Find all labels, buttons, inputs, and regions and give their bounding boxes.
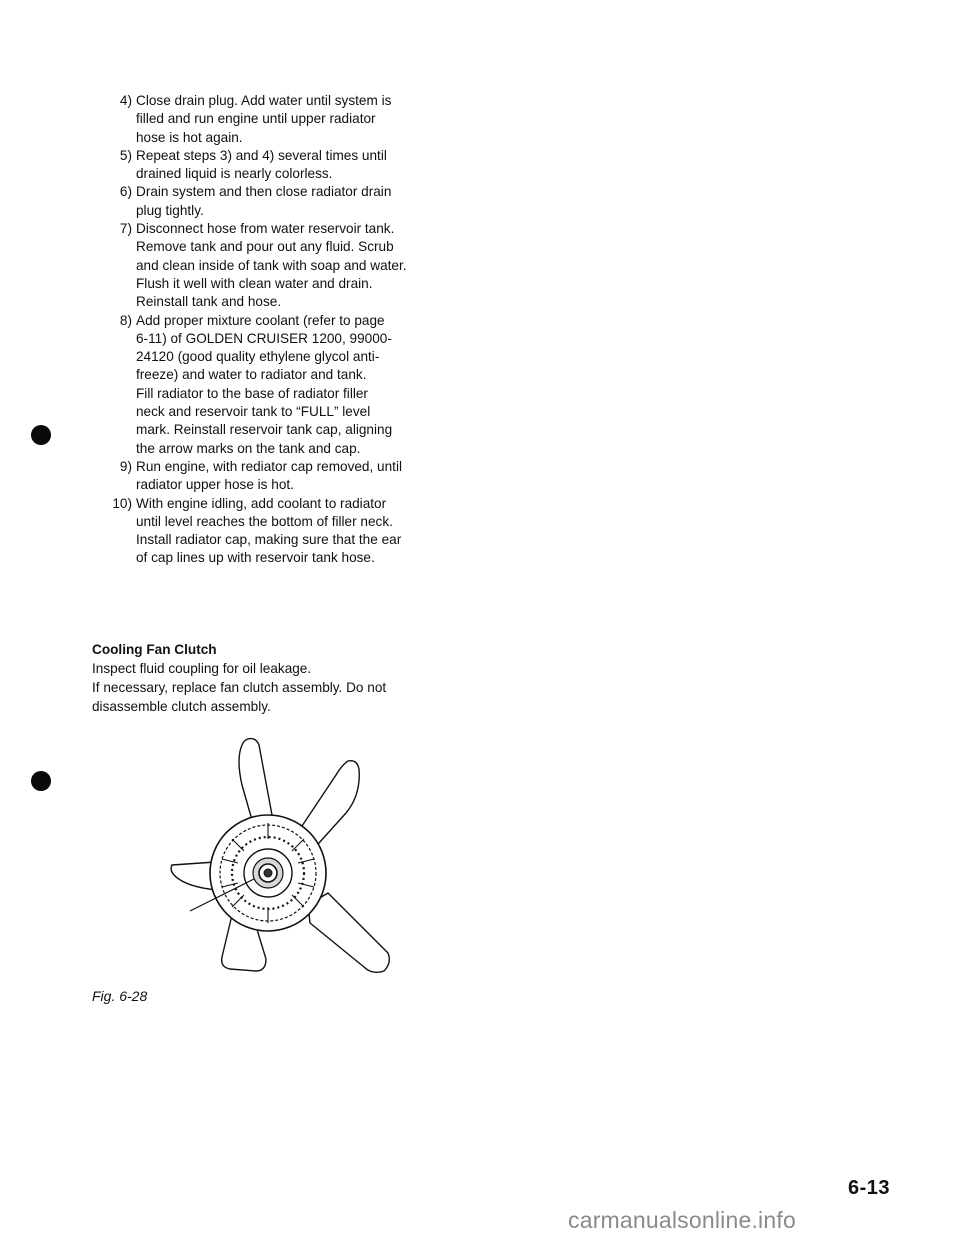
step-text: Disconnect hose from water reservoir tank. Remove tank and pour out any fluid. Scrub and clean inside of tank with soap and water. Flush it well with clean water and drain. Reinstall tank and hose.	[136, 221, 407, 310]
step-8	[100, 312, 470, 458]
procedure-steps	[100, 92, 470, 568]
step-number: 4)	[119, 93, 132, 108]
fan-blade-lower-right	[308, 893, 389, 972]
fan-clutch-illustration	[160, 735, 410, 980]
step-7	[100, 220, 470, 311]
fan-blade-top	[239, 739, 272, 827]
binder-hole-lower	[31, 771, 51, 791]
section-heading: Cooling Fan Clutch	[92, 642, 217, 657]
binder-hole-upper	[31, 425, 51, 445]
step-number: 10)	[112, 495, 132, 511]
step-text: Run engine, with rediator cap removed, until radiator upper hose is hot.	[136, 458, 402, 493]
step-number: 7)	[119, 221, 132, 237]
step-number: 8)	[119, 312, 132, 328]
section-line: disassemble clutch assembly.	[92, 699, 271, 714]
section-line: Inspect fluid coupling for oil leakage.	[92, 661, 312, 676]
step-number: 5)	[119, 147, 132, 163]
cooling-fan-clutch-section	[92, 640, 472, 716]
step-9	[100, 458, 470, 495]
page-number: 6-13	[848, 1177, 891, 1199]
step-4	[100, 92, 470, 147]
step-number: 9)	[119, 458, 132, 474]
step-number: 6)	[119, 184, 132, 200]
section-line: If necessary, replace fan clutch assembly. Do not	[92, 680, 387, 695]
step-text: Repeat steps 3) and 4) several times until drained liquid is nearly colorless.	[136, 147, 387, 182]
step-6	[100, 183, 470, 220]
step-text: With engine idling, add coolant to radiator until level reaches the bottom of filler neck. Install radiator cap, making sure that the ear of cap lines up with reservoir tank hose.	[136, 495, 402, 566]
figure-caption: Fig. 6-28	[92, 988, 148, 1004]
step-5	[100, 147, 470, 184]
step-text: Add proper mixture coolant (refer to page 6-11) of GOLDEN CRUISER 1200, 99000- 24120 (good quality ethylene glycol anti- freeze) and water to radiator and tank. Fill radiator to the base of radiator filler neck and reservoir tank to “FULL” level mark. Reinstall reservoir tank cap, aligning the arrow marks on the tank and cap.	[136, 312, 393, 456]
watermark: carmanualsonline.info	[568, 1207, 796, 1233]
step-text: Close drain plug. Add water until system is filled and run engine until upper radiator hose is hot again.	[136, 93, 392, 145]
step-text: Drain system and then close radiator drain plug tightly.	[136, 184, 392, 218]
step-10	[100, 495, 470, 568]
